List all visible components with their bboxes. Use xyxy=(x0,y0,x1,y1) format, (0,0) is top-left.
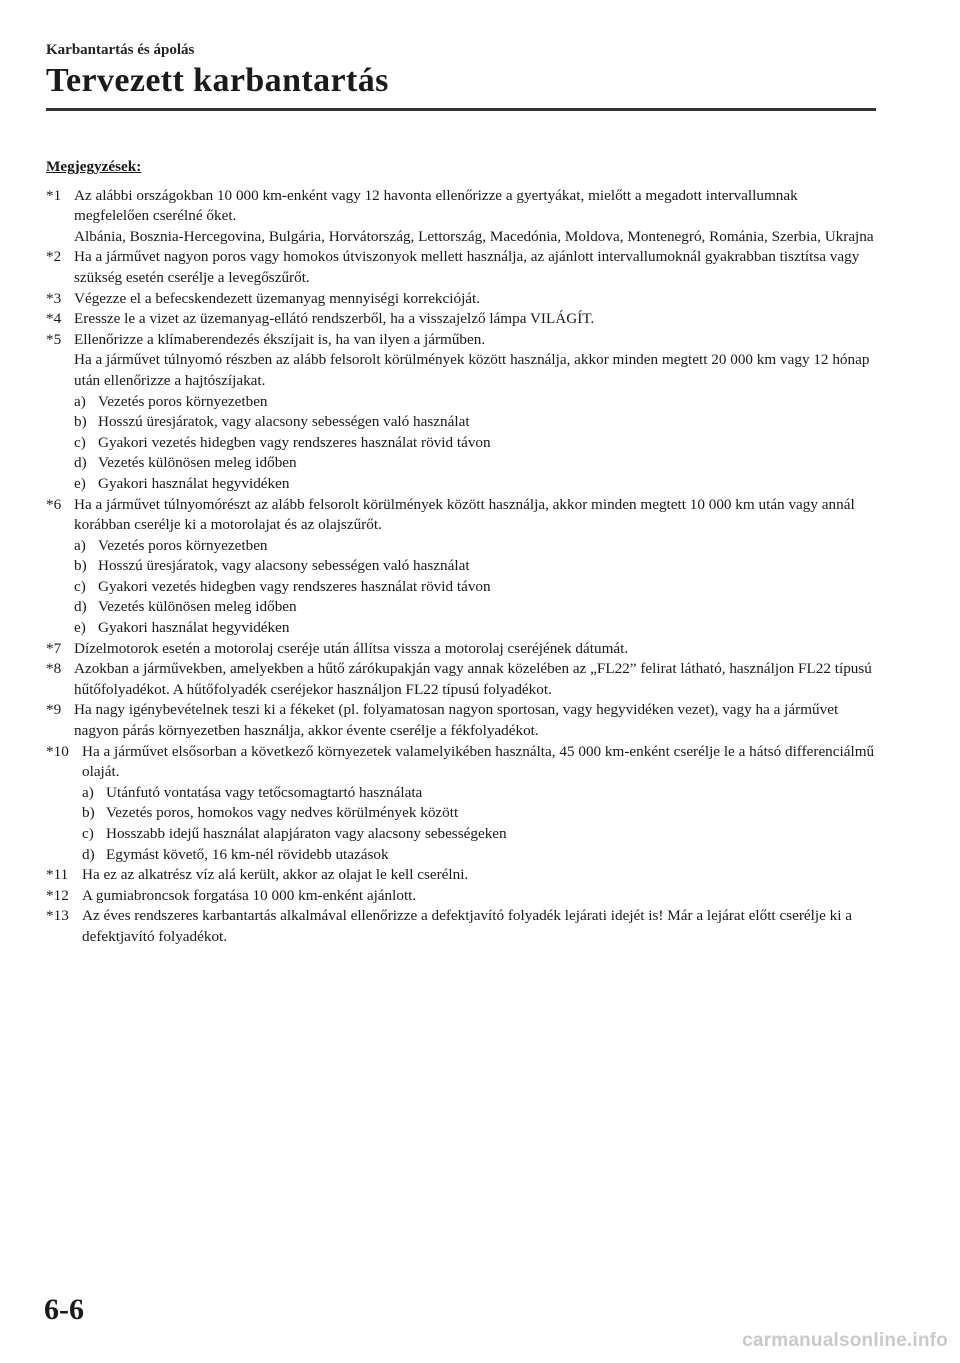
note-body xyxy=(82,906,876,947)
list-text: Gyakori használat hegyvidéken xyxy=(98,474,290,492)
note-text: Az éves rendszeres karbantartás alkalmával ellenőrizze a defektjavító folyadék lejárati idejét is! Már a lejárat előtt cserélje ki a defektjavító folyadékot. xyxy=(82,907,852,945)
notes-heading: Megjegyzések: xyxy=(46,158,142,175)
note-7 xyxy=(46,639,876,660)
note-body xyxy=(74,309,876,330)
list-item xyxy=(74,392,876,413)
note-text: Ha a járművet túlnyomó részben az alább felsorolt körülmények között használja, akkor minden megtett 20 000 km vagy 12 hónap után ellenőrizze a hajtószíjakat. xyxy=(74,351,870,389)
list-item xyxy=(74,536,876,557)
list-item xyxy=(74,577,876,598)
list-text: Hosszú üresjáratok, vagy alacsony sebességen való használat xyxy=(98,413,470,431)
note-text: Az alábbi országokban 10 000 km-enként vagy 12 havonta ellenőrizze a gyertyákat, mielőtt a megadott intervallumnak megfelelően cserélné őket. xyxy=(74,186,798,225)
note-text: Ellenőrizze a klímaberendezés ékszíjait is, ha van ilyen a járműben. xyxy=(74,330,486,348)
list-text: Vezetés különösen meleg időben xyxy=(98,454,297,472)
list-marker: b) xyxy=(74,557,87,575)
note-marker: *13 xyxy=(46,907,69,925)
note-marker: *7 xyxy=(46,639,62,657)
list-item xyxy=(74,618,876,639)
note-marker: *2 xyxy=(46,248,62,266)
title-rule xyxy=(46,108,876,111)
note-text: Eressze le a vizet az üzemanyag-ellátó rendszerből, ha a visszajelző lámpa VILÁGÍT. xyxy=(74,310,595,328)
page-number: 6-6 xyxy=(44,1293,84,1326)
note-marker: *10 xyxy=(46,742,69,760)
list-marker: c) xyxy=(74,577,86,595)
list-marker: e) xyxy=(74,474,86,492)
note-marker: *9 xyxy=(46,701,62,719)
note-text: A gumiabroncsok forgatása 10 000 km-enként ajánlott. xyxy=(82,886,417,904)
list-text: Vezetés poros környezetben xyxy=(98,536,268,554)
list-marker: e) xyxy=(74,619,86,637)
list-text: Vezetés poros környezetben xyxy=(98,392,268,410)
list-item xyxy=(82,845,876,866)
note-8 xyxy=(46,659,876,700)
list-text: Gyakori használat hegyvidéken xyxy=(98,619,290,637)
note-body xyxy=(74,330,876,495)
list-marker: a) xyxy=(74,392,86,410)
note-6 xyxy=(46,495,876,639)
note-body xyxy=(74,639,876,660)
note-marker: *4 xyxy=(46,310,62,328)
note-marker: *8 xyxy=(46,660,62,678)
note-body xyxy=(74,659,876,700)
list-item xyxy=(74,453,876,474)
note-body xyxy=(74,289,876,310)
note-text: Ha nagy igénybevételnek teszi ki a fékeket (pl. folyamatosan nagyon sportosan, vagy hegyvidéken vezet), vagy ha a járművet nagyon párás környezetben használja, akkor évente cserélje a fékfolyadékot. xyxy=(74,701,839,740)
note-marker: *3 xyxy=(46,289,62,307)
note-body xyxy=(82,886,876,907)
note-marker: *5 xyxy=(46,330,62,348)
note-text: Dízelmotorok esetén a motorolaj cseréje után állítsa vissza a motorolaj cseréjének dátumát. xyxy=(74,639,629,657)
list-item xyxy=(74,433,876,454)
note-text: Ha a járművet túlnyomórészt az alább felsorolt körülmények között használja, akkor minden megtett 10 000 km után vagy annál korábban cserélje ki a motorolajat és az olajszűrőt. xyxy=(74,495,855,534)
note-12 xyxy=(46,886,876,907)
list-text: Egymást követő, 16 km-nél rövidebb utazások xyxy=(106,845,389,863)
list-marker: a) xyxy=(82,783,94,801)
note-text: Ha ez az alkatrész víz alá került, akkor az olajat le kell cserélni. xyxy=(82,866,469,884)
note-country-list: Albánia, Bosznia-Hercegovina, Bulgária, Horvátország, Lettország, Macedónia, Moldova, Montenegró, Románia, Szerbia, Ukrajna xyxy=(74,227,874,245)
watermark-link[interactable]: carmanualsonline.info xyxy=(742,1330,948,1351)
notes-section xyxy=(46,157,876,948)
list-text: Hosszú üresjáratok, vagy alacsony sebességen való használat xyxy=(98,557,470,575)
list-text: Hosszabb idejű használat alapjáraton vagy alacsony sebességeken xyxy=(106,825,507,842)
list-marker: b) xyxy=(82,804,95,822)
list-text: Gyakori vezetés hidegben vagy rendszeres használat rövid távon xyxy=(98,577,491,595)
list-marker: a) xyxy=(74,536,86,554)
list-text: Vezetés különösen meleg időben xyxy=(98,598,297,616)
note-marker: *1 xyxy=(46,186,62,204)
list-item xyxy=(74,597,876,618)
list-text: Vezetés poros, homokos vagy nedves körülmények között xyxy=(106,804,459,822)
note-marker: *11 xyxy=(46,866,69,884)
note-body xyxy=(74,186,876,248)
list-marker: d) xyxy=(74,454,87,472)
note-body xyxy=(82,742,876,866)
note-body xyxy=(74,247,876,288)
note-body xyxy=(82,865,876,886)
note-marker: *12 xyxy=(46,886,69,904)
note-4 xyxy=(46,309,876,330)
note-marker: *6 xyxy=(46,495,62,513)
note-1 xyxy=(46,186,876,248)
note-text: Ha a járművet elsősorban a következő környezetek valamelyikében használta, 45 000 km-enként cserélje le a hátsó differenciálmű olaját. xyxy=(82,742,875,781)
note-13 xyxy=(46,906,876,947)
list-item xyxy=(82,783,876,804)
page-title: Tervezett karbantartás xyxy=(46,62,389,99)
note-text: Végezze el a befecskendezett üzemanyag mennyiségi korrekcióját. xyxy=(74,289,481,307)
note-10 xyxy=(46,742,876,866)
note-body xyxy=(74,700,876,741)
list-text: Gyakori vezetés hidegben vagy rendszeres használat rövid távon xyxy=(98,433,491,451)
list-marker: c) xyxy=(82,825,94,842)
list-marker: c) xyxy=(74,433,86,451)
list-item xyxy=(82,824,876,845)
list-item xyxy=(74,474,876,495)
note-11 xyxy=(46,865,876,886)
list-marker: d) xyxy=(82,845,95,863)
list-item xyxy=(74,556,876,577)
list-text: Utánfutó vontatása vagy tetőcsomagtartó használata xyxy=(106,783,423,801)
note-text: Ha a járművet nagyon poros vagy homokos útviszonyok mellett használja, az ajánlott intervallumoknál gyakrabban tisztítsa vagy szükség esetén cserélje a levegőszűrőt. xyxy=(74,248,860,286)
note-body xyxy=(74,495,876,639)
note-9 xyxy=(46,700,876,741)
note-text: Azokban a járművekben, amelyekben a hűtő zárókupakján vagy annak közelében az „FL22” felirat látható, használjon FL22 típusú hűtőfolyadékot. A hűtőfolyadék cseréjekor használjon FL22 típusú folyadékot. xyxy=(74,660,872,698)
section-label: Karbantartás és ápolás xyxy=(46,42,195,58)
note-3 xyxy=(46,289,876,310)
list-item xyxy=(82,803,876,824)
list-item xyxy=(74,412,876,433)
note-2 xyxy=(46,247,876,288)
list-marker: b) xyxy=(74,413,87,431)
note-5 xyxy=(46,330,876,495)
list-marker: d) xyxy=(74,598,87,616)
